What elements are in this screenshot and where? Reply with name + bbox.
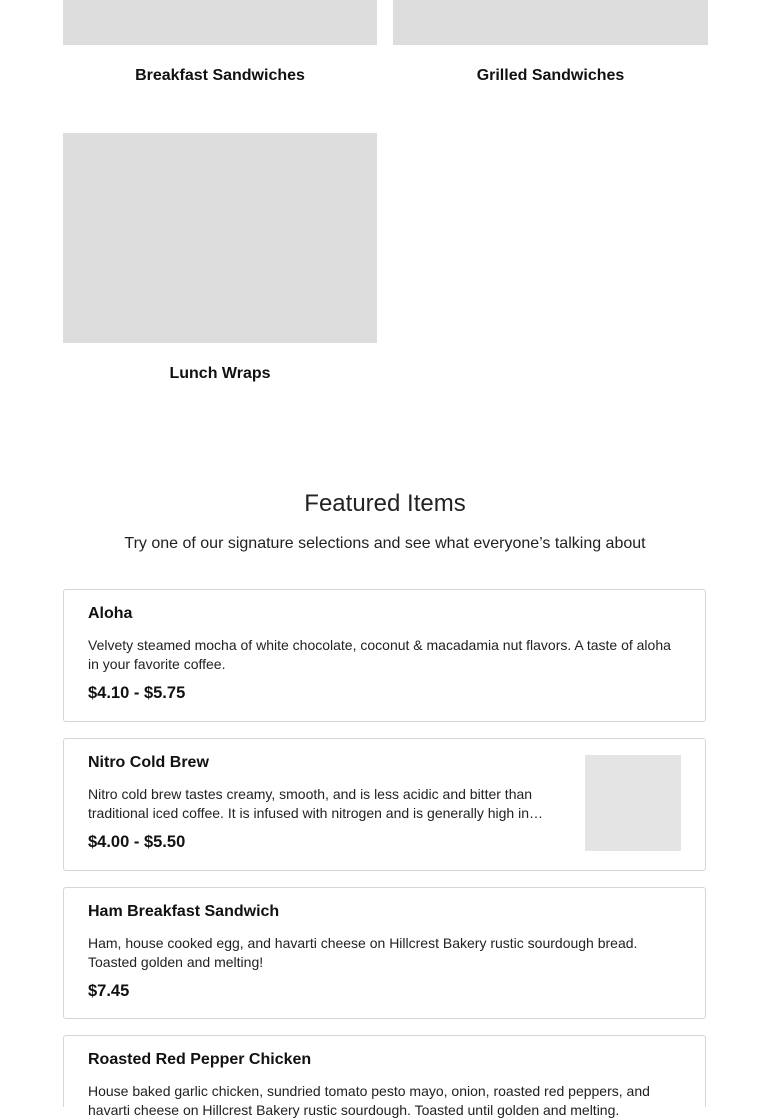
featured-item-card-ham-breakfast-sandwich[interactable] [63,887,706,1019]
item-description: Ham, house cooked egg, and havarti cheese on Hillcrest Bakery rustic sourdough bread. Toasted golden and melting! [88,935,638,970]
category-label-lunch-wraps[interactable]: Lunch Wraps [169,365,271,382]
item-thumbnail-image [585,755,681,851]
item-name: Aloha [88,605,133,622]
category-image-grilled-sandwiches[interactable] [393,0,708,45]
featured-item-card-nitro-cold-brew[interactable] [63,738,706,871]
featured-item-card-roasted-red-pepper-chicken[interactable] [63,1035,706,1118]
category-image-lunch-wraps[interactable] [63,133,377,343]
item-price: $4.10 - $5.75 [88,684,186,702]
featured-items-heading: Featured Items [304,490,466,517]
item-price: $7.45 [88,982,130,1000]
category-label-breakfast-sandwiches[interactable]: Breakfast Sandwiches [135,67,305,84]
item-name: Nitro Cold Brew [88,754,209,771]
category-label-grilled-sandwiches[interactable]: Grilled Sandwiches [476,67,625,84]
item-price: $4.00 - $5.50 [88,833,186,851]
item-description: Velvety steamed mocha of white chocolate, coconut & macadamia nut flavors. A taste of aloha in your favorite coffee. [88,637,671,672]
item-description: House baked garlic chicken, sundried tomato pesto mayo, onion, roasted red peppers, and havarti cheese on Hillcrest Bakery rustic sourdough. Toasted until golden and melting. [88,1083,650,1118]
featured-item-card-aloha[interactable] [63,589,706,722]
item-name: Ham Breakfast Sandwich [88,903,280,920]
featured-items-subtitle: Try one of our signature selections and see what everyone’s talking about [124,535,646,552]
item-description: Nitro cold brew tastes creamy, smooth, and is less acidic and bitter than traditional iced coffee. It is infused with nitrogen and is generally high in… [88,786,544,821]
category-image-breakfast-sandwiches[interactable] [63,0,377,45]
item-name: Roasted Red Pepper Chicken [88,1051,312,1068]
